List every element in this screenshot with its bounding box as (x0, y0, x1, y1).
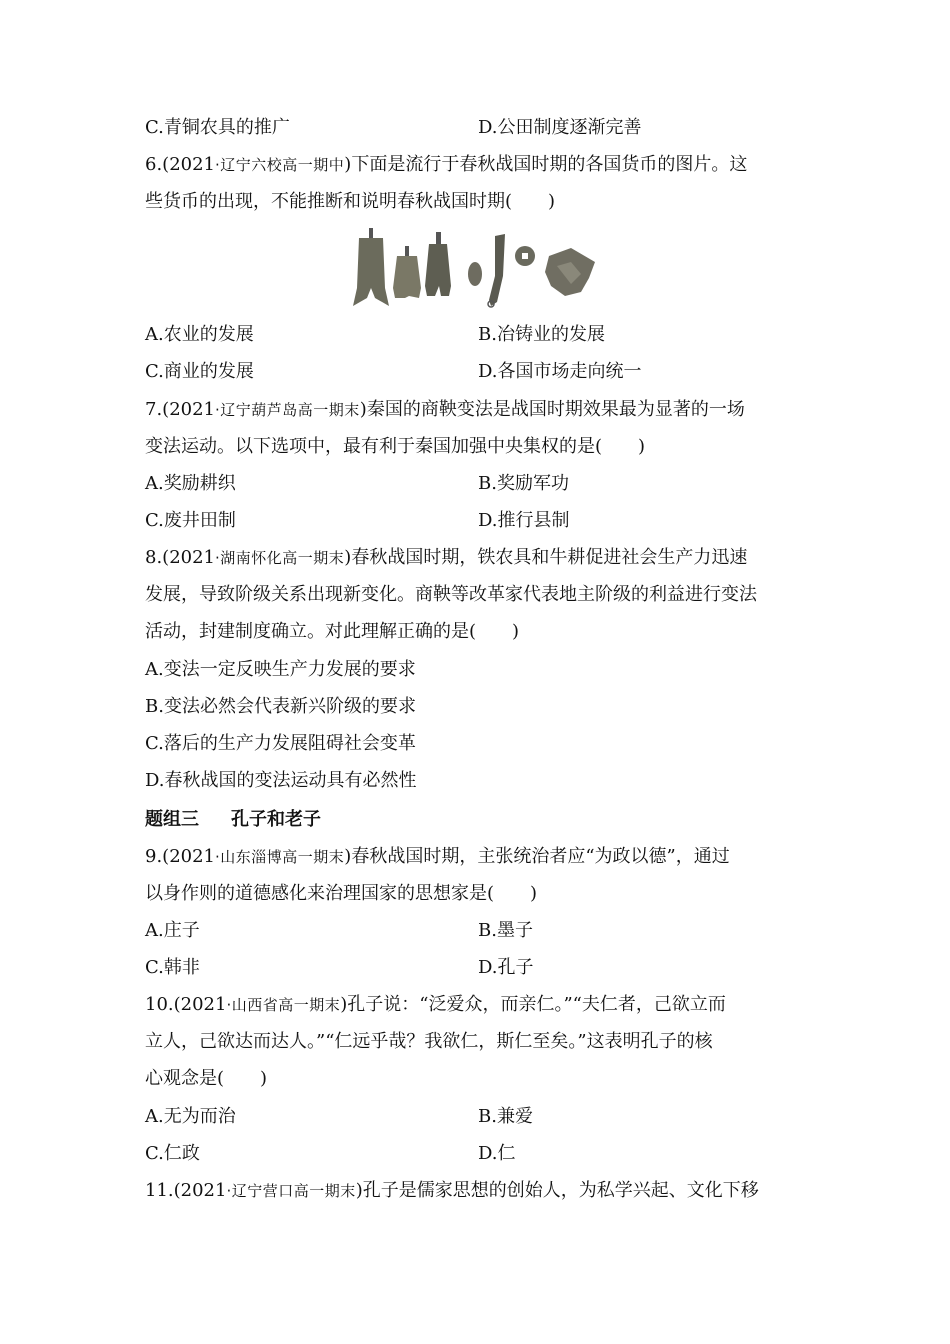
q6-option-d[interactable]: D.各国市场走向统一 (478, 361, 642, 382)
q11-source: ·辽宁营口高一期末 (226, 1182, 356, 1200)
q7-option-b[interactable]: B.奖励军功 (478, 473, 569, 494)
q11-stem-line-1: 11.(2021·辽宁营口高一期末)孔子是儒家思想的创始人，为私学兴起、文化下移 (145, 1180, 759, 1201)
q9-option-c[interactable]: C.韩非 (145, 957, 200, 978)
section-heading: 题组三 孔子和老子 (145, 809, 321, 830)
q10-option-c[interactable]: C.仁政 (145, 1143, 200, 1164)
q8-option-b[interactable]: B.变法必然会代表新兴阶级的要求 (145, 696, 416, 717)
q6-option-a[interactable]: A.农业的发展 (145, 324, 254, 345)
q8-option-a[interactable]: A.变法一定反映生产力发展的要求 (145, 659, 416, 680)
q10-stem-line-1: 10.(2021·山西省高一期末)孔子说：“泛爱众，而亲仁。”“夫仁者，己欲立而 (145, 994, 726, 1015)
q10-stem-line-3: 心观念是( ) (145, 1068, 268, 1089)
ant-nose-coin-icon (468, 262, 482, 286)
q7-stem-line-2: 变法运动。以下选项中，最有利于秦国加强中央集权的是( ) (145, 436, 646, 457)
q9-source: ·山东淄博高一期末 (215, 848, 345, 866)
q8-option-d[interactable]: D.春秋战国的变法运动具有必然性 (145, 770, 417, 791)
q10-stem-line-2: 立人，己欲达而达人。”“仁远乎哉？我欲仁，斯仁至矣。”这表明孔子的核 (145, 1031, 713, 1052)
ancient-coins-image (345, 226, 605, 310)
q9-option-d[interactable]: D.孔子 (478, 957, 534, 978)
q6-source: ·辽宁六校高一期中 (215, 156, 345, 174)
spade-coin-icon (545, 248, 595, 296)
q7-option-d[interactable]: D.推行县制 (478, 510, 570, 531)
q9-stem-line-1: 9.(2021·山东淄博高一期末)春秋战国时期，主张统治者应“为政以德”，通过 (145, 846, 730, 867)
q7-source: ·辽宁葫芦岛高一期末 (215, 401, 360, 419)
q8-option-c[interactable]: C.落后的生产力发展阻碍社会变革 (145, 733, 416, 754)
q6-stem-line-2: 些货币的出现，不能推断和说明春秋战国时期( ) (145, 191, 556, 212)
q5-option-c[interactable]: C.青铜农具的推广 (145, 117, 290, 138)
knife-coin-icon (488, 234, 505, 307)
q7-stem-line-1: 7.(2021·辽宁葫芦岛高一期末)秦国的商鞅变法是战国时期效果最为显著的一场 (145, 399, 745, 420)
q10-option-b[interactable]: B.兼爱 (478, 1106, 533, 1127)
q6-stem-line-1: 6.(2021·辽宁六校高一期中)下面是流行于春秋战国时期的各国货币的图片。这 (145, 154, 748, 175)
spade-coin-icon (353, 228, 389, 306)
q5-option-d[interactable]: D.公田制度逐渐完善 (478, 117, 642, 138)
q8-stem-line-1: 8.(2021·湖南怀化高一期末)春秋战国时期，铁农具和牛耕促进社会生产力迅速 (145, 547, 748, 568)
q6-option-b[interactable]: B.冶铸业的发展 (478, 324, 605, 345)
spade-coin-icon (393, 246, 421, 298)
q9-option-a[interactable]: A.庄子 (145, 920, 200, 941)
q10-source: ·山西省高一期末 (226, 996, 341, 1014)
q6-option-c[interactable]: C.商业的发展 (145, 361, 254, 382)
q7-option-a[interactable]: A.奖励耕织 (145, 473, 236, 494)
q10-option-a[interactable]: A.无为而治 (145, 1106, 236, 1127)
q10-option-d[interactable]: D.仁 (478, 1143, 516, 1164)
q8-stem-line-3: 活动，封建制度确立。对此理解正确的是( ) (145, 621, 520, 642)
q8-source: ·湖南怀化高一期末 (215, 549, 345, 567)
spade-coin-icon (425, 232, 451, 296)
q7-option-c[interactable]: C.废井田制 (145, 510, 236, 531)
q9-option-b[interactable]: B.墨子 (478, 920, 533, 941)
q9-stem-line-2: 以身作则的道德感化来治理国家的思想家是( ) (145, 883, 538, 904)
round-coin-icon (515, 246, 535, 266)
q8-stem-line-2: 发展，导致阶级关系出现新变化。商鞅等改革家代表地主阶级的利益进行变法 (145, 584, 757, 605)
